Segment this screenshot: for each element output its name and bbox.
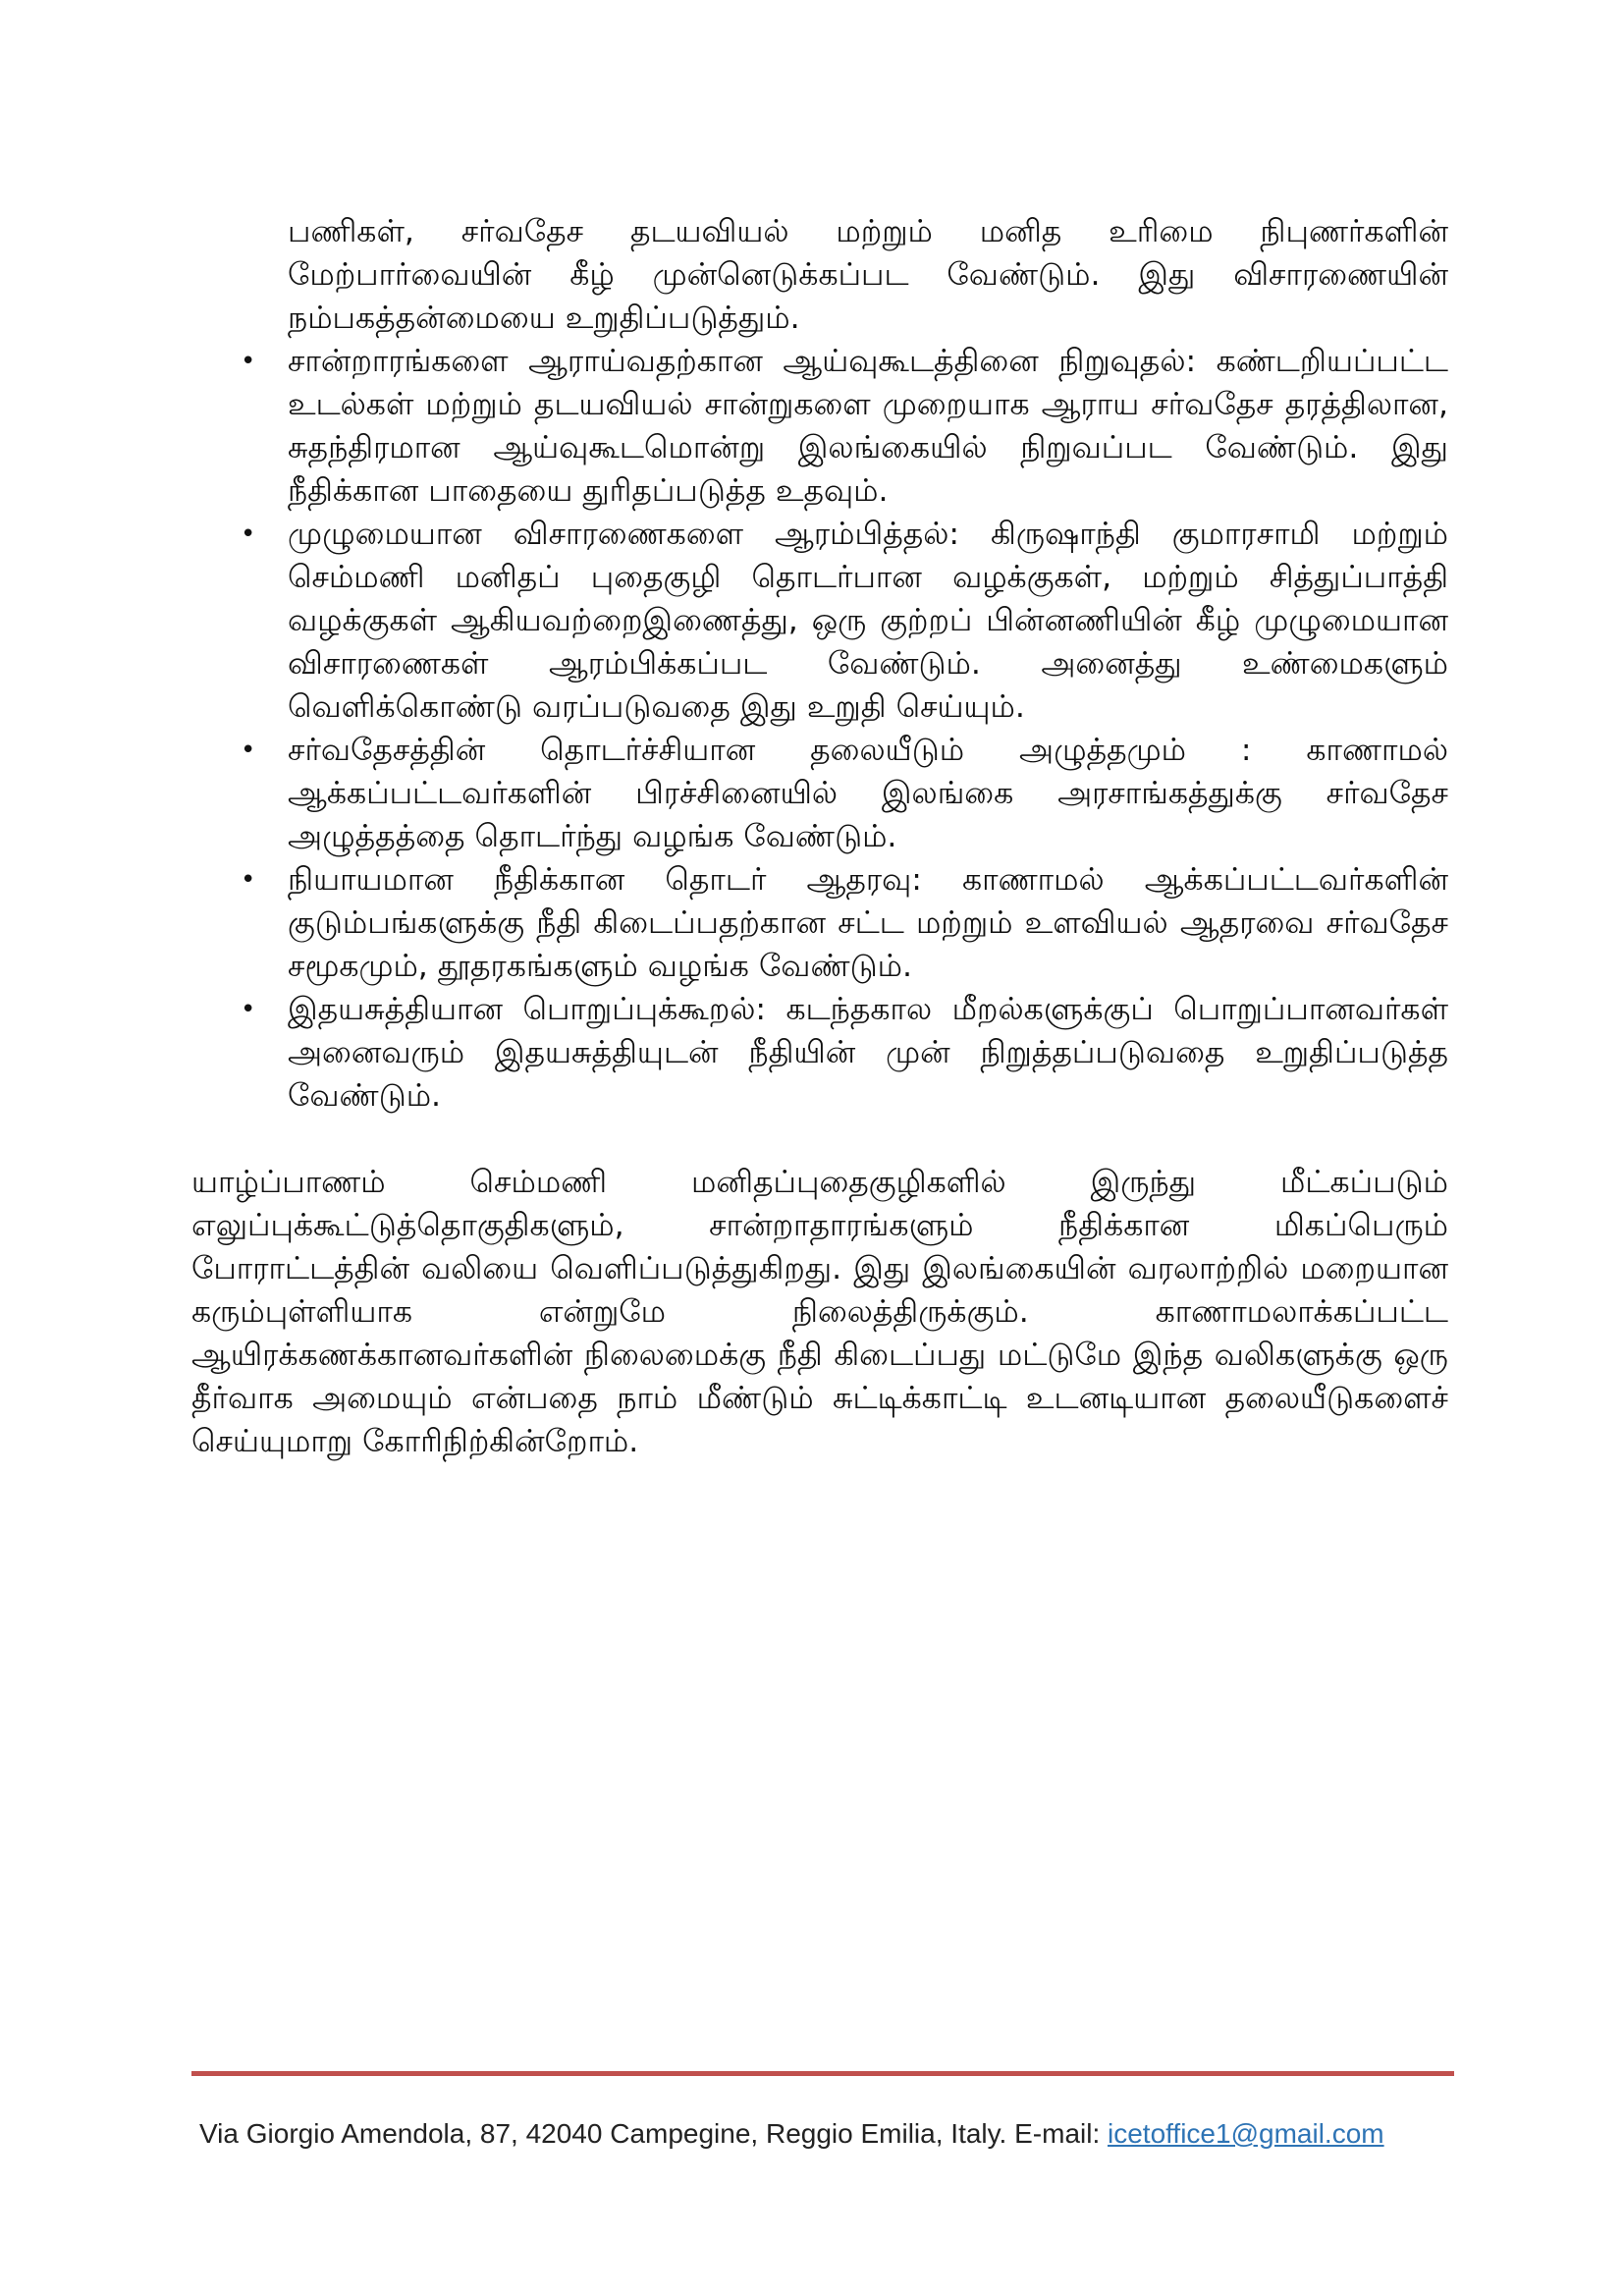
closing-paragraph: யாழ்ப்பாணம் செம்மணி மனிதப்புதைகுழிகளில் இருந்து மீட்கப்படும் எலுப்புக்கூட்டுத்தொகுதிகளும், சான்றாதாரங்களும் நீதிக்கான மிகப்பெரும் போராட்டத்தின் வலியை வெளிப்படுத்துகிறது. இது இலங்கையின் வரலாற்றில் மறையான கரும்புள்ளியாக என்றுமே நிலைத்திருக்கும். காணாமலாக்கப்பட்ட ஆயிரக்கணக்கானவர்களின் நிலைமைக்கு நீதி கிடைப்பது மட்டுமே இந்த வலிகளுக்கு ஒரு தீர்வாக அமையும் என்பதை நாம் மீண்டும் சுட்டிக்காட்டி உடனடியான தலையீடுகளைச் செய்யுமாறு கோரிநிற்கின்றோம். bbox=[191, 1164, 1448, 1459]
recommendation-body: கடந்தகால மீறல்களுக்குப் பொறுப்பானவர்கள் அனைவரும் இதயசுத்தியுடன் நீதியின் முன் நிறுத்தப்படுவதை உறுதிப்படுத்த வேண்டும். bbox=[288, 991, 1448, 1114]
recommendation-item bbox=[191, 988, 1448, 1118]
recommendation-body: கண்டறியப்பட்ட உடல்கள் மற்றும் தடயவியல் சான்றுகளை முறையாக ஆராய சர்வதேச தரத்திலான, சுதந்திரமான ஆய்வுகூடமொன்று இலங்கையில் நிறுவப்பட வேண்டும். இது நீதிக்கான பாதையை துரிதப்படுத்த உதவும். bbox=[288, 343, 1448, 509]
recommendation-heading: முழுமையான விசாரணைகளை ஆரம்பித்தல்: bbox=[288, 516, 992, 552]
lead-continuation-paragraph: பணிகள், சர்வதேச தடயவியல் மற்றும் மனித உரிமை நிபுணர்களின் மேற்பார்வையின் கீழ் முன்னெடுக்கப்பட வேண்டும். இது விசாரணையின் நம்பகத்தன்மையை உறுதிப்படுத்தும். bbox=[288, 213, 1448, 336]
recommendation-body: காணாமல் ஆக்கப்பட்டவர்களின் பிரச்சினையில் இலங்கை அரசாங்கத்துக்கு சர்வதேச அழுத்தத்தை தொடர்ந்து வழங்க வேண்டும். bbox=[288, 732, 1448, 854]
recommendation-item bbox=[191, 513, 1448, 729]
footer-divider bbox=[191, 2071, 1454, 2076]
recommendation-body: காணாமல் ஆக்கப்பட்டவர்களின் குடும்பங்களுக்கு நீதி கிடைப்பதற்கான சட்ட மற்றும் உளவியல் ஆதரவை சர்வதேச சமூகமும், தூதரகங்களும் வழங்க வேண்டும். bbox=[288, 861, 1448, 984]
bullet-icon: • bbox=[241, 346, 256, 376]
recommendation-body: கிருஷாந்தி குமாரசாமி மற்றும் செம்மணி மனிதப் புதைகுழி தொடர்பான வழக்குகள், மற்றும் சித்துப்பாத்தி வழக்குகள் ஆகியவற்றைஇணைத்து, ஒரு குற்றப் பின்னணியின் கீழ் முழுமையான விசாரணைகள் ஆரம்பிக்கப்பட வேண்டும். அனைத்து உண்மைகளும் வெளிக்கொண்டு வரப்படுவதை இது உறுதி செய்யும். bbox=[288, 516, 1448, 725]
bullet-icon: • bbox=[241, 519, 256, 549]
footer-email-link[interactable]: icetoffice1@gmail.com bbox=[1108, 2118, 1384, 2149]
recommendation-heading: நியாயமான நீதிக்கான தொடர் ஆதரவு: bbox=[288, 861, 962, 898]
footer-address: Via Giorgio Amendola, 87, 42040 Campegine, Reggio Emilia, Italy. E-mail: bbox=[199, 2118, 1109, 2149]
recommendation-heading: இதயசுத்தியான பொறுப்புக்கூறல்: bbox=[288, 991, 786, 1027]
footer bbox=[199, 2114, 1476, 2154]
bullet-icon: • bbox=[241, 994, 256, 1024]
recommendation-item bbox=[191, 858, 1448, 988]
recommendation-heading: சான்றாரங்களை ஆராய்வதற்கான ஆய்வுகூடத்தினை நிறுவுதல்: bbox=[288, 343, 1217, 379]
document-body bbox=[191, 179, 1448, 1494]
recommendations-list bbox=[191, 340, 1448, 1118]
bullet-icon: • bbox=[241, 864, 256, 895]
bullet-icon: • bbox=[241, 735, 256, 765]
recommendation-item bbox=[191, 729, 1448, 858]
recommendation-item bbox=[191, 340, 1448, 513]
recommendation-heading: சர்வதேசத்தின் தொடர்ச்சியான தலையீடும் அழுத்தமும் : bbox=[288, 732, 1307, 768]
